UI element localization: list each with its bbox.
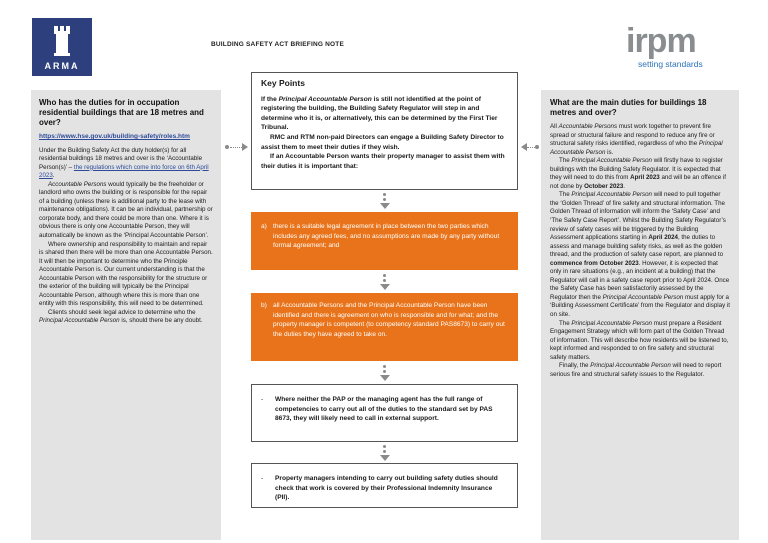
connector-line <box>230 147 242 148</box>
arrow-down-icon <box>380 455 390 461</box>
right-panel-title: What are the main duties for buildings 18 metres and over? <box>550 98 707 117</box>
arrow-down-icon <box>380 375 390 381</box>
condition-a-text: there is a suitable legal agreement in place between the two parties which includes any agreed fees, and no assumptions are made by any party without formal agreement; and <box>273 223 500 250</box>
left-paragraph-4: Clients should seek legal advice to determine who the Principal Accountable Person is, should there be any doubt. <box>39 308 203 325</box>
bullet-dash: - <box>261 475 264 482</box>
hse-roles-link[interactable]: https://www.hse.gov.uk/building-safety/roles.htm <box>39 133 190 140</box>
key-points-paragraph-1: If the Principal Accountable Person is still not identified at the point of registering the building, the Building Safety Regulator will step in and determine who it is, or alternatively, this can be determined by the First Tier Tribunal. <box>261 95 498 132</box>
right-paragraph-1: All Accountable Persons must work together to prevent fire spread or structural failure and respond to reduce any fire or structural safety risks identified, regardless of who the Principal Accountable Person is. <box>550 123 723 156</box>
condition-b-box <box>251 293 518 361</box>
condition-b-text: all Accountable Persons and the Principal Accountable Person have been identified and there is agreement on who is responsible and for what; and the property manager is competent (to competency standard PAS8673) to carry out the duties they have agreed to take on. <box>273 302 505 338</box>
connector-dot <box>383 450 386 453</box>
external-support-text: Where neither the PAP or the managing agent has the full range of competencies to carry out all of the duties to the standard set by PAS 8673, they will likely need to call in external support. <box>275 396 493 423</box>
key-points-paragraph-2: RMC and RTM non-paid Directors can engage a Building Safety Director to assist them to meet their duties if they wish. <box>261 133 504 151</box>
key-points-title: Key Points <box>261 78 305 88</box>
key-points-paragraph-3: If an Accountable Person wants their property manager to assist them with their duties it is important that: <box>261 153 505 170</box>
connector-dot <box>383 445 386 448</box>
arrow-right-icon <box>242 143 248 151</box>
right-panel <box>541 90 739 540</box>
irpm-logo <box>626 22 744 70</box>
right-paragraph-2: The Principal Accountable Person will firstly have to register buildings with the Building Safety Regulator. It is expected that they will need to do this from April 2023 and will be an offence if not done by October 2023. <box>550 157 726 190</box>
irpm-logo-text: irpm <box>626 22 696 60</box>
left-paragraph-2: Accountable Persons would typically be the freeholder or landlord who owns the building or is responsible for the repair of a building (unless there is additional party to the lease with maintenance obligations). It can be an individual, partnership or corporate body, and there could be more than one. Where it is obvious there is only one Accountable Person, they will automatically be known as the ‘Principal Accountable Person’. <box>39 180 213 240</box>
external-support-box <box>251 384 518 442</box>
connector-dot <box>383 370 386 373</box>
left-panel-title: Who has the duties for in occupation residential buildings that are 18 metres and over? <box>39 98 204 127</box>
tower-icon <box>53 26 71 56</box>
left-paragraph-3: Where ownership and responsibility to maintain and repair is shared then there will be more than one Accountable Person. It will then be important to determine who the Principle Accountable Person is. Our current understanding is that the Accountable Person with the responsibility for the structure or the exterior of the building will typically be the Principal Accountable Person, although where this is more than one entity with this responsibility, this will need to be determined. <box>39 240 213 308</box>
connector-dot <box>383 198 386 201</box>
left-paragraph-1: Under the Building Safety Act the duty holder(s) for all residential buildings 18 metres and over is the ‘Accountable Person(s)’ – the regulations which come into force on 6th April 2023. <box>39 146 209 180</box>
condition-a-box <box>251 212 518 270</box>
connector-dot <box>383 365 386 368</box>
arma-logo-text: ARMA <box>44 61 80 71</box>
right-paragraph-4: The Principal Accountable Person must prepare a Resident Engagement Strategy which will form part of the Golden Thread of information. This will describe how residents will be listened to, kept informed and responded to on fire safety and structural safety matters. <box>550 319 729 361</box>
connector-line <box>527 147 535 148</box>
insurance-text: Property managers intending to carry out building safety duties should check that work is covered by their Professional Indemnity Insurance (PII). <box>275 475 498 502</box>
arrow-down-icon <box>380 284 390 290</box>
arma-logo <box>32 18 92 76</box>
connector-dot <box>383 274 386 277</box>
connector-dot <box>383 279 386 282</box>
irpm-tagline: setting standards <box>638 59 703 69</box>
condition-a-label: a) <box>261 223 267 230</box>
right-paragraph-3: The Principal Accountable Person will need to pull together the ‘Golden Thread’ of fire safety and structural information. The Golden Thread of information will inform the ‘Safety Case’ and ‘The Safety Case Report’. Whilst the Building Safety Regulator’s review of safety cases will be triggered by the Building Assessment applications starting in April 2024, the duties to assess and manage building safety risks, as well as the golden thread, and the production of safety case report, are planned to commence from October 2023. However, it is expected that only in rare situations (e.g., an incident at a building) that the Regulator will call in a safety case report prior to April 2024. Once the Safety Case has been satisfactorily assessed by the Regulator then the Principal Accountable Person must apply for a ‘Building Assessment Certificate’ from the Regulator and display it on site. <box>550 191 730 319</box>
right-paragraph-5: Finally, the Principal Accountable Person will need to report serious fire and structural safety issues to the Regulator. <box>550 362 722 378</box>
page-title: BUILDING SAFETY ACT BRIEFING NOTE <box>211 41 344 48</box>
connector-dot <box>225 145 229 149</box>
connector-dot <box>535 145 539 149</box>
condition-b-label: b) <box>261 302 267 309</box>
left-panel <box>31 90 221 540</box>
bullet-dash: - <box>261 396 264 403</box>
insurance-box <box>251 463 518 508</box>
regulations-link[interactable]: the regulations which come into force on 6th April 2023 <box>39 163 209 180</box>
key-points-box <box>251 72 518 190</box>
connector-dot <box>383 193 386 196</box>
arrow-down-icon <box>380 203 390 209</box>
